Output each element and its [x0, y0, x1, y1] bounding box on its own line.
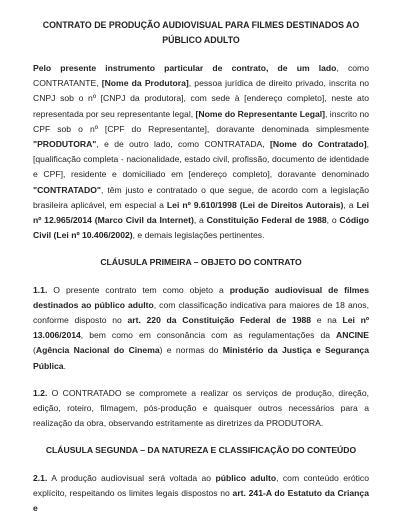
intro-paragraph [33, 61, 369, 243]
clause-text: ( [33, 345, 36, 356]
producer-alias: "PRODUTORA" [33, 139, 97, 150]
intro-text: , a [343, 199, 357, 210]
clause-text: e na [311, 315, 343, 326]
representative-name-placeholder: [Nome do Representante Legal] [195, 108, 326, 119]
agency-full-name: Agência Nacional do Cinema [35, 345, 160, 356]
law-reference: Lei nº 9.610/1998 (Lei de Direitos Autorais) [166, 199, 344, 210]
clause-1-1-paragraph [33, 283, 369, 374]
intro-text: , têm justo e contratado o que segue, de acordo com a legislação brasileira aplicável, em especial a [33, 184, 369, 210]
intro-text: , como CONTRATANTE, [33, 63, 369, 89]
agency-name: ANCINE [336, 330, 369, 341]
clause-emphasis: produção audiovisual de filmes destinados ao público adulto [33, 284, 369, 310]
clause-number: 1.1. [33, 284, 48, 295]
clause-text: ) e normas do [159, 345, 223, 356]
contractor-name-placeholder: [Nome do Contratado] [270, 139, 367, 150]
intro-text: , e de outro lado, como CONTRATADA, [96, 139, 270, 150]
intro-text: , e demais legislações pertinentes. [132, 230, 265, 241]
law-reference: Lei nº 13.006/2014 [33, 315, 369, 341]
clause-text: , com conteúdo erótico explícito, respeitando os limites legais dispostos no [33, 472, 369, 498]
clause-number: 2.1. [33, 472, 48, 483]
clause-2-heading: CLÁUSULA SEGUNDA – DA NATUREZA E CLASSIFICAÇÃO DO CONTEÚDO [45, 445, 357, 456]
intro-bold-opening: Pelo presente instrumento particular de contrato, de um lado [33, 63, 337, 73]
law-reference: Código Civil (Lei nº 10.406/2002) [33, 215, 369, 241]
clause-1-2-paragraph [33, 386, 369, 432]
ministry-name: Ministério da Justiça e Segurança Pública [33, 345, 369, 371]
intro-text: , pessoa jurídica de direito privado, inscrita no CNPJ sob o nº [CNPJ da produtora], com sede à [endereço completo], neste ato representada por seu representante legal, [33, 78, 369, 119]
intro-text: , o [326, 215, 340, 226]
document-title: CONTRATO DE PRODUÇÃO AUDIOVISUAL PARA FILMES DESTINADOS AO PÚBLICO ADULTO [42, 20, 360, 45]
clause-number: 1.2. [33, 387, 48, 398]
law-reference: Lei nº 12.965/2014 (Marco Civil da Internet) [33, 199, 369, 226]
clause-text: A produção audiovisual será voltada ao [47, 472, 216, 483]
law-reference: Constituição Federal de 1988 [206, 215, 327, 226]
contractor-alias: "CONTRATADO" [33, 184, 101, 195]
clause-1-heading: CLÁUSULA PRIMEIRA – OBJETO DO CONTRATO [100, 257, 302, 268]
clause-text: O CONTRATADO se compromete a realizar os serviços de produção, direção, edição, roteiro, filmagem, pós-produção e quaisquer outros necessários para a realização da obra, observando estritamente as diretrizes da PRODUTORA. [33, 387, 369, 429]
law-reference: art. 241-A do Estatuto da Criança e [33, 487, 369, 514]
faded-next-line [33, 492, 369, 500]
law-reference: art. 220 da Constituição Federal de 1988 [127, 315, 312, 326]
document-page [33, 18, 369, 528]
intro-text: , a [193, 215, 207, 226]
clause-text: , bem como em consonância com as regulamentações da [80, 330, 337, 341]
producer-name-placeholder: [Nome da Produtora] [101, 78, 189, 89]
clause-text: , com classificação indicativa para maiores de 18 anos, conforme disposto no [33, 299, 369, 326]
intro-text: , inscrito no CPF sob o nº [CPF do Representante], doravante denominada simplesmente [33, 108, 369, 134]
clause-emphasis: público adulto [215, 472, 277, 483]
intro-text: , [qualificação completa - nacionalidade, estado civil, profissão, documento de identidade e CPF], residente e domiciliado em [endereço completo], doravante denominado [33, 139, 369, 180]
clause-text: O presente contrato tem como objeto a [47, 284, 230, 295]
clause-text: . [63, 360, 66, 371]
